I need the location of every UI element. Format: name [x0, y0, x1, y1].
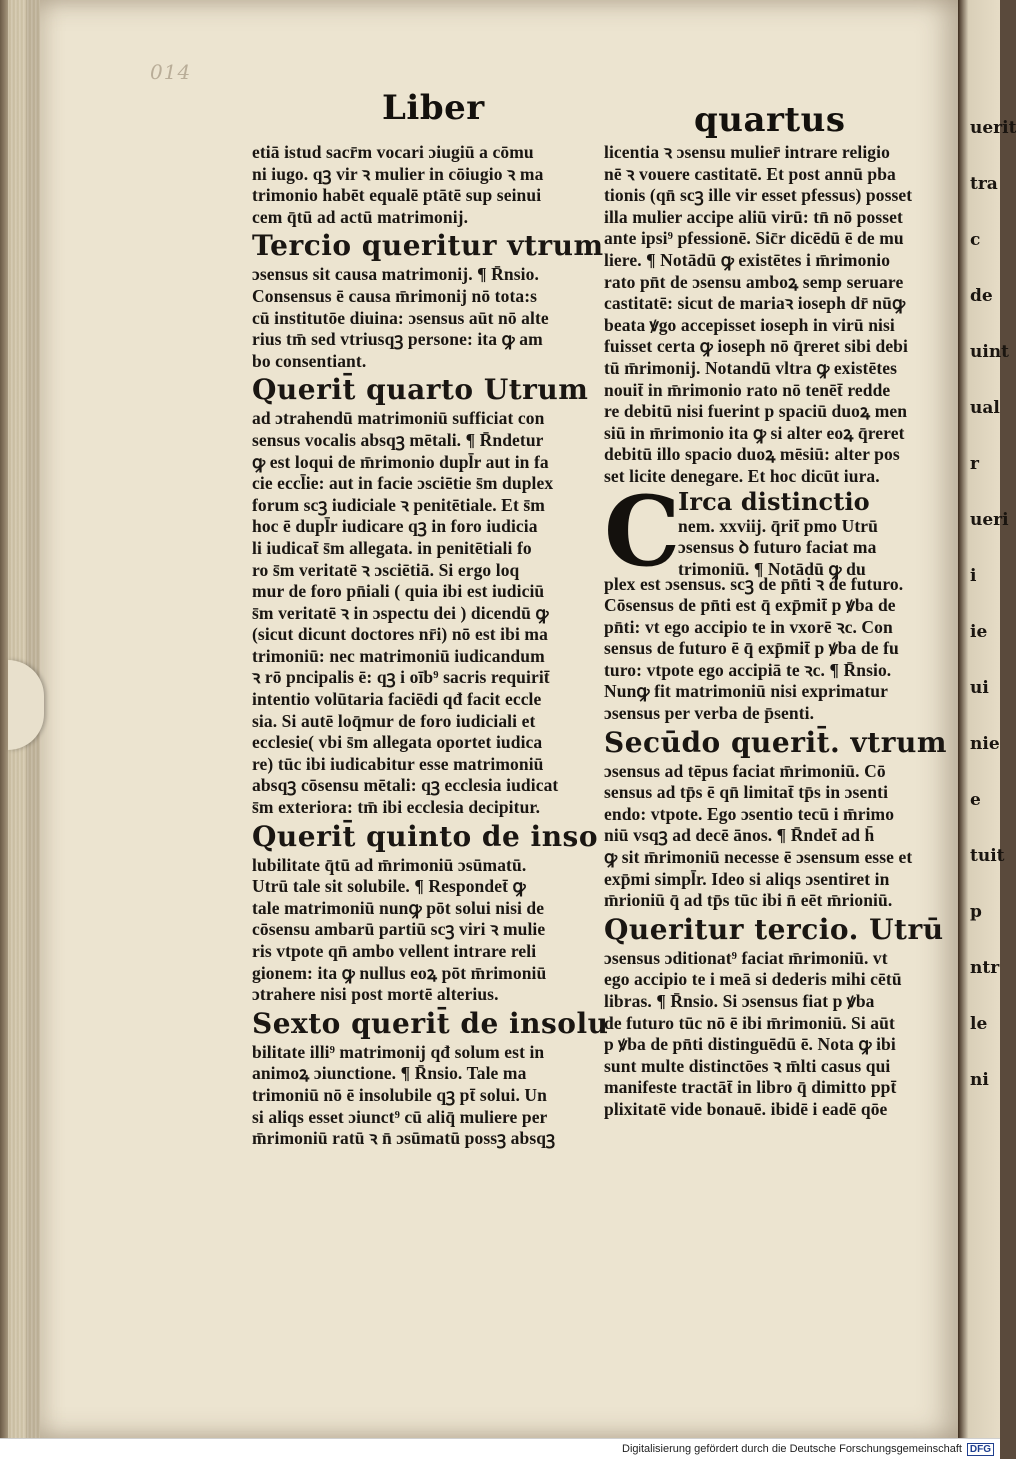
text-line: ꝙ est loqui de m̄rimonio dupl̄r aut in fa [252, 451, 549, 472]
text-line: siū in m̄rimonio ita ꝙ si alter eoꝝ q̄reret [604, 422, 905, 443]
text-line: ecclesie( vbi s̄m allegata oportet iudica [252, 732, 543, 753]
text-line: pn̄ti: vt ego accipio te in vxorē ꝛc. Con [604, 616, 893, 637]
text-line: bo consentiant. [252, 350, 367, 371]
text-line: mur de foro pn̄iali ( quia ibi est iudiciū [252, 581, 545, 602]
section-heading: Querit̄ quarto Utrum [252, 373, 589, 407]
text-line: cem q̄tū ad actū matrimonij. [252, 206, 469, 227]
text-line: sensus vocalis absqꝫ mētali. ¶ R̄ndetur [252, 429, 544, 450]
text-line: lubilitate q̄tū ad m̄rimoniū ɔsūmatū. [252, 854, 527, 875]
text-line: exp̄mi simpl̄r. Ideo si aliqs ɔsentiret in [604, 868, 890, 889]
text-line: m̄rimoniū ratū ꝛ n̄ ɔsūmatū possꝫ absqꝫ [252, 1128, 556, 1149]
text-line: Cōsensus de pn̄ti est q̄ exp̄mit̄ p ꝟba de [604, 595, 896, 616]
text-line: Consensus ē causa m̄rimonij nō tota:s [252, 285, 538, 306]
text-line: debitū illo spacio duoꝝ mēsiū: alter pos [604, 444, 900, 465]
adjacent-page-text-fragment: c [970, 230, 981, 250]
scanned-page [40, 0, 965, 1438]
text-line: ante ipsi⁹ pfessionē. Sic̄r dicēdū ē de mu [604, 228, 904, 249]
text-line: (sicut dicunt doctores nr̄i) nō est ibi ma [252, 624, 548, 645]
left-text-column [252, 142, 609, 1150]
text-line: p ꝟba de pn̄ti distinguēdū ē. Nota ꝙ ibi [604, 1034, 896, 1055]
footer-credit: Digitalisierung gefördert durch die Deutsche Forschungsgemeinschaft [622, 1443, 962, 1455]
text-line: li iudicat̄ s̄m allegata. in penitētiali fo [252, 537, 532, 558]
text-line: set licite denegare. Et hoc dicūt iura. [604, 465, 880, 486]
text-line: ɔsensus ꝺ futuro faciat ma [678, 537, 877, 558]
text-line: rato pn̄t de ɔsensu amboꝝ semp seruare [604, 271, 904, 292]
adjacent-page-text-fragment: tuit [970, 846, 1005, 866]
text-line: trimoniū nō ē insolubile qꝫ pt̄ solui. Un [252, 1084, 547, 1105]
text-line: tionis (qn̄ scꝫ ille vir esset pfessus) posset [604, 185, 913, 206]
text-line: Nunꝙ fit matrimoniū nisi exprimatur [604, 681, 889, 702]
adjacent-page-text-fragment: tra [970, 174, 998, 194]
adjacent-page-text-fragment: le [970, 1014, 988, 1034]
adjacent-page-text-fragment: ntr [970, 958, 1000, 978]
adjacent-page-text-fragment: ni [970, 1070, 989, 1090]
text-line: re debitū nisi fuerint p spaciū duoꝝ men [604, 401, 908, 422]
text-line: s̄m exteriora: tm̄ ibi ecclesia decipitur. [252, 797, 541, 818]
text-line: tale matrimoniū nunꝙ pōt solui nisi de [252, 897, 545, 918]
adjacent-page-text-fragment: ie [970, 622, 988, 642]
text-line: illa mulier accipe aliū virū: tn̄ nō posset [604, 206, 903, 227]
text-line: intentio volūtaria faciēdi qđ facit eccle [252, 689, 542, 710]
text-line: sunt multe distinctōes ꝛ m̄lti casus qui [604, 1055, 891, 1076]
text-line: endo: vtpote. Ego ɔsentio tecū i m̄rimo [604, 803, 895, 824]
text-line: bilitate illi⁹ matrimonij qđ solum est in [252, 1041, 545, 1062]
decorated-initial-letter: C [604, 474, 681, 588]
adjacent-page-text-fragment: i [970, 566, 977, 586]
text-line: ɔsensus sit causa matrimonij. ¶ R̄nsio. [252, 264, 539, 285]
adjacent-page-text-fragment: ui [970, 678, 989, 698]
text-line: turo: vtpote ego accipiā te ꝛc. ¶ R̄nsio. [604, 659, 892, 680]
text-line: etiā istud sacr̄m vocari ɔiugiū a cōmu [252, 142, 534, 162]
initial-heading-line: Irca distinctio [678, 486, 870, 516]
text-line: ꝙ sit m̄rimoniū necesse ē ɔsensum esse et [604, 847, 913, 868]
text-line: castitatē: sicut de mariaꝛ ioseph dr̄ nūꝙ [604, 293, 906, 314]
text-line: sensus de futuro ē q̄ exp̄mit̄ p ꝟba de fu [604, 638, 899, 659]
adjacent-page-text-fragment: e [970, 790, 981, 810]
text-line: sensus ad tp̄s ē qn̄ limitat̄ tp̄s in ɔsenti [604, 782, 889, 803]
adjacent-page-text-fragment: ual [970, 398, 1000, 418]
text-line: forum scꝫ iudiciale ꝛ penitētiale. Et s̄m [252, 494, 545, 515]
footer-bar [0, 1438, 1000, 1459]
text-line: nem. xxviij. q̄rit̄ pmo Utrū [678, 515, 878, 536]
text-line: ris vtpote qn̄ ambo vellent intrare reli [252, 941, 537, 961]
text-line: trimoniū. ¶ Notādū ꝙ du [678, 558, 866, 579]
dfg-logo: DFG [967, 1443, 994, 1456]
text-line: si aliqs esset ɔiunct⁹ cū aliq̄ muliere per [252, 1106, 548, 1127]
text-line: ego accipio te i meā si dederis mihi cētū [604, 969, 902, 990]
text-line: manifeste tractāt̄ in libro q̄ dimitto ppt̄ [604, 1077, 897, 1098]
text-line: hoc ē dupl̄r iudicare qꝫ in foro iudicia [252, 516, 538, 537]
text-line: ad ɔtrahendū matrimoniū sufficiat con [252, 408, 545, 429]
text-line: absqꝫ cōsensu mētali: qꝫ ecclesia iudicat [252, 775, 559, 796]
text-line: plex est ɔsensus. scꝫ de pn̄ti ꝛ de futuro. [604, 573, 904, 594]
text-line: plixitatē vide bonauē. ibidē i eadē qōe [604, 1098, 888, 1119]
adjacent-page-text-fragment: uerit [970, 118, 1016, 138]
running-head-quartus: quartus [694, 100, 846, 140]
text-line: ro s̄m veritatē ꝛ ɔsciētiā. Si ergo loq [252, 559, 520, 580]
text-line: ɔsensus ɔditionat⁹ faciat m̄rimoniū. vt [604, 947, 888, 968]
text-line: cōsensu ambarū partiū scꝫ viri ꝛ mulie [252, 919, 546, 940]
adjacent-page-text-fragment: r [970, 454, 979, 474]
section-heading: Querit̄ quinto de inso [252, 819, 598, 853]
text-line: licentia ꝛ ɔsensu mulier̄ intrare religio [604, 142, 890, 162]
text-line: fuisset certa ꝙ ioseph nō q̄reret sibi debi [604, 336, 908, 357]
text-line: beata ꝟgo accepisset ioseph in virū nisi [604, 314, 895, 335]
text-line: gionem: ita ꝙ nullus eoꝝ pōt m̄rimoniū [252, 962, 547, 983]
adjacent-page-text-fragment: nie [970, 734, 1000, 754]
adjacent-page-edge [958, 0, 1016, 1438]
text-line: cū institutōe diuina: ɔsensus aūt nō alte [252, 307, 549, 328]
text-line: animoꝝ ɔiunctione. ¶ R̄nsio. Tale ma [252, 1063, 527, 1084]
text-line: nē ꝛ vouere castitatē. Et post annū pba [604, 163, 896, 184]
text-line: ni iugo. qꝫ vir ꝛ mulier in cōiugio ꝛ ma [252, 163, 544, 184]
text-line: liere. ¶ Notādū ꝙ existētes i m̄rimonio [604, 249, 891, 270]
text-line: s̄m veritatē ꝛ in ɔspectu dei ) dicendū ꝙ [252, 602, 549, 623]
running-head-liber: Liber [382, 88, 485, 128]
text-line: rius tm̄ sed vtriusqꝫ persone: ita ꝙ am [252, 329, 543, 350]
adjacent-page-text-fragment: de [970, 286, 993, 306]
section-heading: Secūdo querit̄. vtrum [604, 725, 947, 759]
text-line: ɔtrahere nisi post mortē alterius. [252, 984, 499, 1005]
adjacent-page-text-fragment: p [970, 902, 982, 922]
text-line: cie eccl̄ie: aut in facie ɔsciētie s̄m duplex [252, 473, 554, 494]
section-heading: Sexto querit̄ de insolu [252, 1006, 609, 1040]
text-line: ɔsensus ad tēpus faciat m̄rimoniū. Cō [604, 760, 886, 781]
text-line: trimonio habēt equalē ptātē sup seinui [252, 185, 542, 206]
text-line: trimoniū: nec matrimoniū iudicandum [252, 645, 545, 666]
text-line: Utrū tale sit solubile. ¶ Respondet̄ ꝙ [252, 876, 526, 897]
text-line: libras. ¶ R̄nsio. Si ɔsensus fiat p ꝟba [604, 991, 875, 1011]
text-line: de futuro tūc nō ē ibi m̄rimoniū. Si aūt [604, 1012, 895, 1033]
page-corner-number: 014 [150, 60, 192, 84]
adjacent-page-text-fragment: uint [970, 342, 1010, 362]
adjacent-page-text-fragment: ueri [970, 510, 1009, 530]
text-line: m̄rioniū q̄ ad tp̄s tūc ibi n̄ eēt m̄rioniū. [604, 890, 893, 911]
text-line: ɔsensus per verba de p̄senti. [604, 703, 815, 724]
text-line: tū m̄rimonij. Notandū vltra ꝙ existētes [604, 357, 898, 378]
text-line: re) tūc ibi iudicabitur esse matrimoniū [252, 753, 544, 774]
right-text-column [604, 142, 947, 1121]
text-line: nouit̄ in m̄rimonio rato nō tenēt̄ redde [604, 379, 891, 400]
text-line: ꝛ rō pncipalis ē: qꝫ i oīb⁹ sacris requirit̄ [252, 667, 550, 688]
section-heading: Tercio queritur vtrum [252, 229, 604, 263]
text-line: niū vsqꝫ ad decē ānos. ¶ R̄ndet̄ ad h̄ [604, 825, 875, 846]
section-heading: Queritur tercio. Utrū [604, 912, 944, 946]
text-line: sia. Si autē loq̄mur de foro iudiciali et [252, 710, 536, 731]
